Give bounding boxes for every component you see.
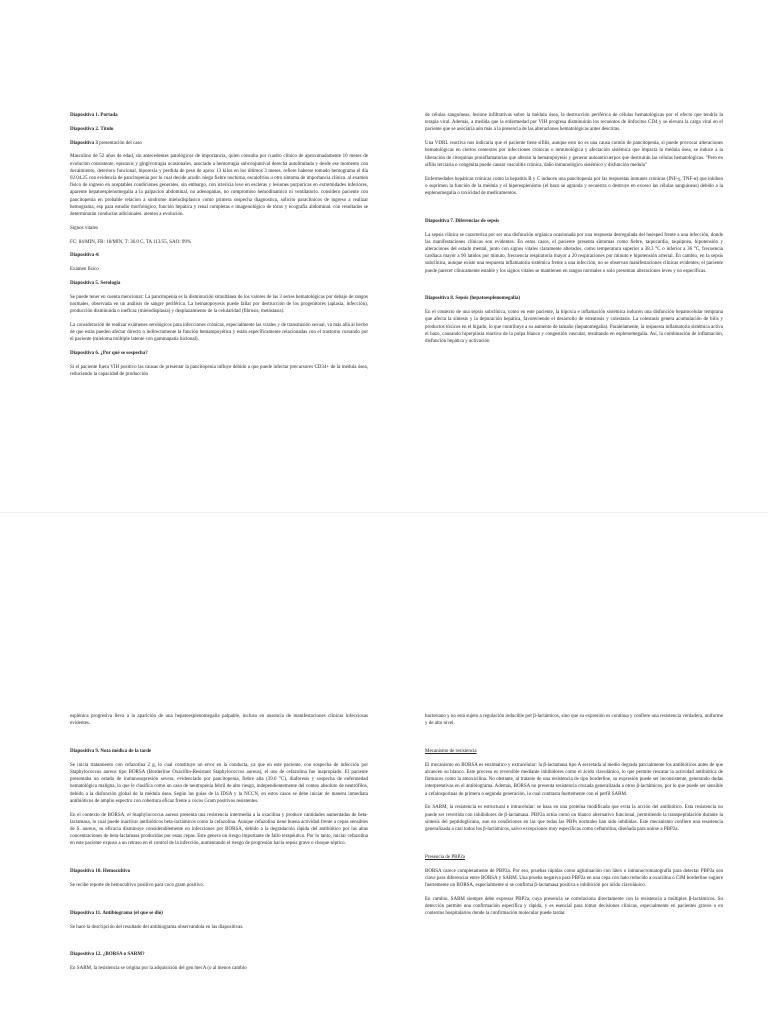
vital-signs-label: Signos vitales	[70, 225, 98, 231]
resistance-continuation-paragraph: bacteriano y no está sujeto a regulación inducible por β-lactámicos, sino que su expresión es continua y confiere una resistencia verdadera, uniforme y de alto nivel.	[425, 714, 723, 727]
pbp2a-paragraph-2: En cambio, SARM siempre debe expresar PBP2a, cuya presencia se correlaciona directamente con la resistencia a múltiples β-lactámicos. Su detección permite una confirmación específica y rápida, y es esencial para tomar decisiones clínicas, especialmente en pacientes graves o en contextos hospitalarios donde la confirmación molecular puede tardar.	[425, 896, 723, 917]
heading-diapositiva-2: Diapositiva 2. Título	[70, 126, 114, 132]
heading-diapositiva-3	[70, 140, 368, 147]
mechanism-paragraph-2: En SARM, la resistencia es estructural e intracelular: se basa en una proteína modificada que evita la acción del antibiótico. Esta resistencia no puede ser revertida con inhibidores de β-lactamasa. PBP2a actúa como un blanco alternativo funcional, permitiendo la transpeptidación durante la síntesis del peptidoglicano, aun en condiciones en las que todas las PBPs normales han sido inhibidas. Este mecanismo confiere una resistencia generalizada a casi todos los β-lactámicos, salvo excepciones muy específicas como ceftarolina, diseñada para unirse a PBP2a.	[425, 805, 723, 833]
vital-signs-values: FC: 84/MIN, FR: 18/MIN, T: 36.0 C, TA 113/55, SAO: 99%	[70, 239, 192, 245]
page-1-left-column	[70, 112, 368, 385]
page-2-left-column	[70, 713, 368, 979]
vdrl-paragraph: Una VDRL reactiva nos indicaría que el paciente tiene sífilis, aunque esto no es una causa común de pancitopenia, si puede provocar alteraciones hematológicas en ciertos contextos por infecciones crónicas o inmunológica y afectación sistémica que impacta la médula ósea, se induce a la liberación de citoquinas proinflamatorias que alteran la hematopoyesis y generar autoanticuerpos que destruirán las células hematológicas. "Pero en sífilis terciaria o congénita puede causar vasculitis crónica, daño inmunológico sistémico y disfunción medula"	[425, 141, 723, 168]
medical-note-paragraph-1: Se inicia tratamiento con cefazolina 2 g, lo cual constituye un error en la conducta, ya que en este paciente, con sospecha de infección por Staphylococcus aureus tipo BORSA (Borderline Oxacillin-Resistant Staphylococcus aureus), el uso de cefazolina fue inapropiado. El paciente presentaba un estado de inmunosupresión severa, evidenciado por pancitopenia, fiebre alta (39.6 °C), diaforesis y sospecha de enfermedad hematológica maligna, lo que le clasifica como un caso de neutropenia febril de alto riesgo, independientemente del conteo absoluto de neutrófilos, debido a la disfunción global de la médula ósea. Según las guías de la IDSA y la NCCN, en estos casos se debe iniciar de manera inmediata antibióticos de amplio espectro con cobertura eficaz frente a cocos Gram positivos resistentes.	[70, 762, 368, 804]
mechanism-paragraph-1: El mecanismo en BORSA es enzimático y extracelular: la β-lactamasa tipo A secretada al medio degrada parcialmente los antibióticos antes de que alcancen su blanco. Este proceso es reversible mediante inhibidores como el ácido clavulánico, lo que permite rescatar la actividad antibiótica de fármacos como la amoxicilina. No obstante, al tratarse de una resistencia de tipo borderline, su expresión puede ser inconsistente, generando dudas interpretativas en el antibiograma. Además, BORSA no presenta resistencia cruzada generalizada a otros β-lactámicos, por lo que puede ser sensible a cefalosporinas de primera o segunda generación, lo cual contrasta fuertemente con el perfil SARM.	[425, 762, 723, 797]
antibiogram-paragraph: Se hace la descripción del resultado del antibiograma observandola en las diapositivas.	[70, 924, 244, 930]
heading-diapositiva-4: Diapositiva 4:	[70, 253, 100, 259]
medical-note-paragraph-2: En el contexto de BORSA, el Staphylococcus aureus presenta una resistencia intermedia a la oxacilina y produce cantidades aumentadas de beta-lactamasa, lo cual puede inactivar antibióticos beta-lactámicos como la cefazolina. Aunque cefazolina tiene buena actividad frente a cepas sensibles de S. aureus, su eficacia disminuye considerablemente en infecciones por BORSA, debido a la degradación rápida del antibiótico por las altas concentraciones de beta-lactamasa producidas por estas cepas. Este genera un riesgo importante de fallo terapéutico. Por lo tanto, iniciar cefazolina en este paciente expuso a un retraso en el control de la infección, aumentando el riesgo de progresión hacia sepsis grave o choque séptico.	[70, 812, 368, 847]
diapositiva-3-label: Diapositiva 3	[70, 140, 98, 146]
hepatosplenomegaly-paragraph: En el contexto de una sepsis subclínica, como en este paciente, la hipoxia e inflamación sistémica inducen una disfunción hepatocelular temprana que afecta la síntesis y la depuración hepática, favoreciendo el desarrollo de esteatosis y colestasis. La colestasis genera acumulación de bilis y productos tóxicos en el hígado, lo que contribuye a su aumento de tamaño (hepatomegalia). Paralelamente, la respuesta inflamatoria sistémica activa el bazo, causando hiperplasia reactiva de la pulpa blanca y congestión vascular, resultando en esplenomegalia. Así, la combinación de inflamación, disfunción hepática y activación	[425, 310, 723, 345]
diapositiva-3-title: presentación del caso	[97, 140, 142, 146]
sepsis-differences-paragraph: La sepsis clínica se caracteriza por ser una disfunción orgánica ocasionada por una respuesta desregulada del huésped frente a una infección, donde las manifestaciones clínicas son evidentes. En estos casos, el paciente presenta síntomas como fiebre, taquicardia, taquipnea, hipotensión y alteraciones del estado mental, junto con signos vitales claramente alterados, como temperatura superior a 38.3 °C o inferior a 36 °C, frecuencia cardiaca mayor a 90 latidos por minuto, frecuencia respiratoria mayor a 20 respiraciones por minuto e hipotensión arterial. En cambio, en la sepsis subclínica, aunque existe una respuesta inflamatoria sistémica frente a una infección, no se observan manifestaciones clínicas evidentes; el paciente puede parecer clínicamente estable y los signos vitales se mantienen en rangos normales o solo presentan alteraciones leves y no específicas.	[425, 232, 723, 274]
heading-diapositiva-9: Diapositiva 9. Nota médica de la tarde	[70, 749, 152, 754]
pbp2a-paragraph-1: BORSA carece completamente de PBP2a. Por eso, pruebas rápidas como aglutinación con látex o inmunocromatografía para detectar PBP2a son clave para diferenciar entre BORSA y SARM. Una prueba negativa para PBP2a en una cepa con halo reducido a oxacilina o CIM borderline sugiere fuertemente un BORSA, especialmente si se confirma β-lactamasa positiva e inhibición por ácido clavulánico.	[425, 868, 723, 889]
blood-culture-paragraph: Se recibe reporte de hemocultivo positivo para coco gram positivo.	[70, 883, 205, 889]
document-page-2	[0, 512, 768, 1025]
splenic-continuation-paragraph: esplénica progresiva lleva a la aparición de una hepatoesplenomegalia palpable, incluso en ausencia de manifestaciones clínicas infecciosas evidentes.	[70, 714, 368, 727]
page-1-right-column	[425, 112, 723, 352]
heading-diapositiva-11: Diapositiva 11. Antibiograma (el que se dió)	[70, 910, 163, 916]
page-2-right-column	[425, 713, 723, 924]
case-presentation-paragraph: Masculino de 52 años de edad, sin antecedentes patológicos de importancia, quien consulta por cuadro clínico de aproximadamente 10 meses de evolución consistente, epistaxis y gingivorragia ocasionales, asociado a hemorragia subconjuntival derecha autolimitada y desde ese momento con decaimiento, deterioro funcional, hiporexia y perdida de peso de aprox 13 kilos en los últimos 3 meses. refiere haberse tomado hemograma el día 02.04.25 con evidencia de pancitopenia por lo cual decide acudir. niega fiebre nocturna, escalofríos u otro síntoma de importancia clínica. al examen físico de ingreso en aceptables condiciones generales, sin embargo, con ictericia leve en escleras y lesiones purpuricas en extremidades inferiores, aparente hepatoesplenomegalia a la palpacion abdominal, no adenopatias, no compromiso hemodinamico ni ventilatorio. considero paciente con pancitopenia en probable relacion a sindrome mielodisplasico como primera sospecha diagnostica, solicito paraclinicos de ingreso a realizar hemograma, esp para estudio morfológico, función hepática y renal completas e imagenológico de tórax y ecografía abdominal. con resultados se determinarán conductas adicionales. atentos a evolución.	[70, 154, 368, 218]
heading-diapositiva-1: Diapositiva 1. Portada	[70, 113, 118, 118]
subheading-resistance-mechanism: Mecanismo de resistencia	[425, 749, 477, 754]
serology-paragraph-2: La consideración de realizar exámenes serológicos para infecciones crónicas, especialmente las virales y de transmisión sexual, va más allá al hecho de que estás pueden afectar directo o indirectamente la función hematopoyética y están específicamente relacionadas con el trastorno cursando por el paciente (mieloma múltiple latente con gammapatía biclonal).	[70, 323, 368, 343]
heading-diapositiva-5: Diapositiva 5. Serología	[70, 281, 121, 286]
heading-diapositiva-7: Diapositiva 7. Diferencias de sepsis	[425, 218, 500, 224]
heading-diapositiva-6: Diapositiva 6. ¿Por qué se sospecha?	[70, 351, 148, 357]
subheading-pbp2a-presence: Presencia de PBP2a	[425, 854, 465, 860]
hepatitis-paragraph: Enfermedades hepáticas crónicas como la hepatitis B y C inducen una pancitopenia por las respuestas inmunes crónicas (INF-γ, TNF-α) que inhiben o suprimen la función de la médula y el hiperesplenismo (el bazo se agranda y secuestra o destruye en exceso las células sanguíneas) debido a la esplenomegalia o toxicidad de medicamentos.	[425, 176, 723, 197]
hiv-continuation-paragraph: de células sanguíneas, lesione infiltrativas sobre la médula ósea, la destrucción periférica de células hematológicas por el efecto que tendría la terapia viral. Además, a medida que la enfermedad por VIH progresa disminuirán los recuentos de linfocitos CD4 y se elevara la carga viral en el paciente que se asociaría aún más a la presencia de las alteraciones hematológicas antes descritas.	[425, 113, 723, 133]
physical-exam-label: Exámen físico	[70, 267, 99, 273]
suspicion-paragraph: Si el paciente fuera VIH positivo las causas de presentar la pancitopenia influye debido a que puede infectar precursores CD34+ de la médula ósea, reduciendo la capacidad de producción	[70, 365, 368, 378]
heading-diapositiva-12: Diapositiva 12. ¿BORSA o SARM?	[70, 952, 145, 958]
heading-diapositiva-8: Diapositiva 8. Sepsis (hepatoesplenomegalia)	[425, 296, 521, 302]
serology-paragraph-1: Se puede tener en cuenta mencionar: La pancitopenia es la disminución simultánea de los valores de las 3 series hematológicas por debajo de rangos normales, observada en un análisis de sangre periférica. La hematopoyesis puede fallar por destrucción de los progenitores (aplasia, infección), producción disminuida o ineficaz (mielodisplasia) y desplazamiento de la celularidad (fibrosis, metástasis).	[70, 294, 368, 315]
heading-diapositiva-10: Diapositiva 10. Hemocultivo	[70, 869, 131, 875]
document-page-1	[0, 0, 768, 512]
borsa-sarm-paragraph: En SARM, la resistencia se origina por la adquisición del gen mecA (o al menos cambio	[70, 966, 247, 972]
